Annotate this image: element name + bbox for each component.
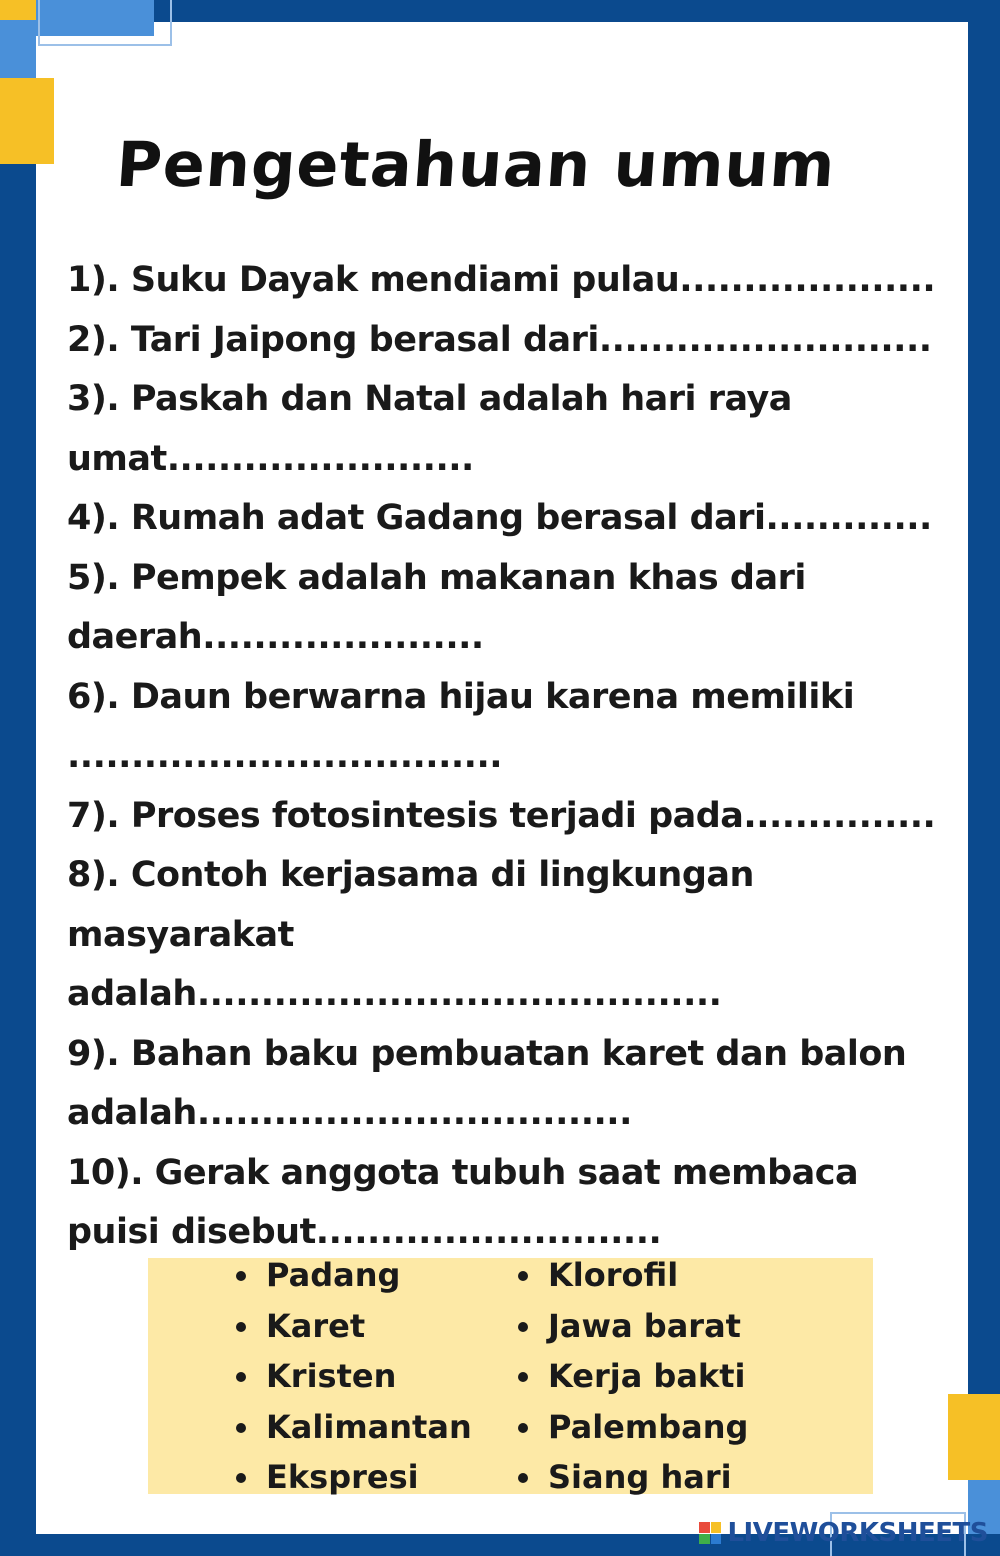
answer-option: Kristen xyxy=(236,1351,472,1402)
question-2: 2). Tari Jaipong berasal dari.......................... xyxy=(67,319,932,360)
answer-option: Jawa barat xyxy=(518,1301,748,1352)
answer-option: Kalimantan xyxy=(236,1402,472,1453)
answer-option: Ekspresi xyxy=(236,1452,472,1503)
answer-bank-right xyxy=(518,1250,748,1503)
worksheet-title: Pengetahuan umum xyxy=(114,128,838,201)
answer-option: Klorofil xyxy=(518,1250,748,1301)
question-6: 6). Daun berwarna hijau karena memiliki .................................. xyxy=(67,676,855,776)
question-10: 10). Gerak anggota tubuh saat membaca puisi disebut........................... xyxy=(67,1152,859,1252)
corner-accent-yellow-bottom xyxy=(948,1394,1000,1480)
answer-option: Karet xyxy=(236,1301,472,1352)
question-list xyxy=(67,251,947,1263)
answer-option: Padang xyxy=(236,1250,472,1301)
question-5: 5). Pempek adalah makanan khas dari daerah...................... xyxy=(67,557,806,657)
liveworksheets-logo-icon xyxy=(699,1522,721,1544)
corner-accent-outline-top xyxy=(38,0,172,46)
question-8: 8). Contoh kerjasama di lingkungan masyarakat adalah......................................... xyxy=(67,855,754,1014)
answer-bank-left xyxy=(236,1250,472,1503)
answer-option: Siang hari xyxy=(518,1452,748,1503)
question-9: 9). Bahan baku pembuatan karet dan balon adalah.................................. xyxy=(67,1033,907,1133)
question-7: 7). Proses fotosintesis terjadi pada............... xyxy=(67,795,936,836)
watermark-text: LIVEWORKSHEETS xyxy=(727,1518,988,1548)
liveworksheets-logo xyxy=(699,1516,988,1550)
question-1: 1). Suku Dayak mendiami pulau.................... xyxy=(67,260,936,300)
corner-accent-blue-left xyxy=(0,20,36,78)
answer-option: Kerja bakti xyxy=(518,1351,748,1402)
answer-option: Palembang xyxy=(518,1402,748,1453)
question-4: 4). Rumah adat Gadang berasal dari............. xyxy=(67,498,932,538)
question-3: 3). Paskah dan Natal adalah hari raya umat........................ xyxy=(67,379,792,479)
